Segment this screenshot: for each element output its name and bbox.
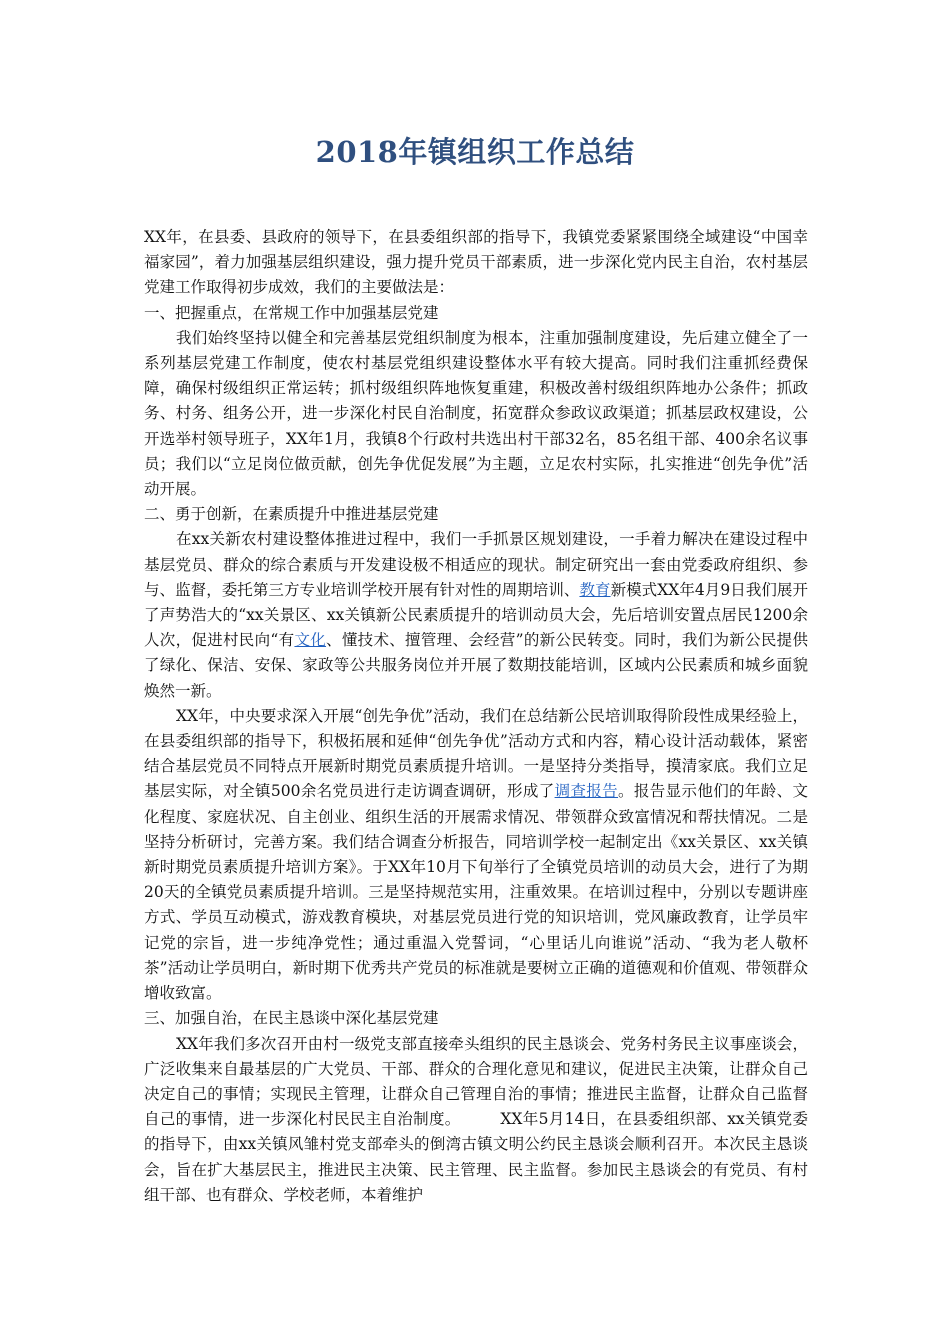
document-title: 2018年镇组织工作总结 [315, 135, 635, 169]
section-2-paragraph-1 [144, 527, 808, 703]
section-1-paragraph: 我们始终坚持以健全和完善基层党组织制度为根本，注重加强制度建设，先后建立健全了一系列基层党建工作制度，使农村基层党组织建设整体水平有较大提高。同时我们注重抓经费保障，确保村级组织正常运转；抓村级组织阵地恢复重建，积极改善村级组织阵地办公条件；抓政务、村务、组务公开，进一步深化村民自治制度，拓宽群众参政议政渠道；抓基层政权建设，公开选举村领导班子，XX年1月，我镇8个行政村共选出村干部32名，85名组干部、400余名议事员；我们以“立足岗位做贡献，创先争优促发展”为主题，立足农村实际，扎实推进“创先争优”活动开展。 [144, 328, 808, 499]
education-link[interactable]: 教育 [579, 580, 611, 599]
document-body [144, 225, 808, 1208]
paragraph-text: 新模式XX年4月9日我们展开了声势浩大的“xx关景区、xx关镇新公民素质提升的培训动员大会，先后培训安置点居民1200余人次，促进村民向“有 [144, 580, 808, 650]
section-heading-1: 一、把握重点，在常规工作中加强基层党建 [144, 303, 439, 322]
survey-report-link[interactable]: 调查报告 [554, 782, 619, 801]
section-heading-2: 二、勇于创新，在素质提升中推进基层党建 [144, 505, 439, 524]
section-heading-3: 三、加强自治，在民主恳谈中深化基层党建 [144, 1009, 439, 1028]
paragraph-text: XX年，中央要求深入开展“创先争优”活动，我们在总结新公民培训取得阶段性成果经验上，在县委组织部的指导下，积极拓展和延伸“创先争优”活动方式和内容，精心设计活动载体，紧密结合基层党员不同特点开展新时期党员素质提升培训。一是坚持分类指导，摸清家底。我们立足基层实际，对全镇500余名党员进行走访调查调研，形成了 [144, 706, 808, 801]
intro-paragraph: XX年，在县委、县政府的领导下，在县委组织部的指导下，我镇党委紧紧围绕全域建设“中国幸福家园”，着力加强基层组织建设，强力提升党员干部素质，进一步深化党内民主自治，农村基层党建工作取得初步成效，我们的主要做法是： [144, 228, 808, 297]
paragraph-text: 。报告显示他们的年龄、文化程度、家庭状况、自主创业、组织生活的开展需求情况、带领群众致富情况和帮扶情况。二是坚持分析研讨，完善方案。我们结合调查分析报告，同培训学校一起制定出《xx关景区、xx关镇新时期党员素质提升培训方案》。于XX年10月下旬举行了全镇党员培训的动员大会，进行了为期20天的全镇党员素质提升培训。三是坚持规范实用，注重效果。在培训过程中，分别以专题讲座方式、学员互动模式，游戏教育模块，对基层党员进行党的知识培训，党风廉政教育，让学员牢记党的宗旨，进一步纯净党性；通过重温入党誓词，“心里话儿向谁说”活动、“我为老人敬杯茶”活动让学员明白，新时期下优秀共产党员的标准就是要树立正确的道德观和价值观、带领群众增收致富。 [144, 782, 808, 1003]
paragraph-text: 、懂技术、擅管理、会经营”的新公民转变。同时，我们为新公民提供了绿化、保洁、安保、家政等公共服务岗位并开展了数期技能培训，区域内公民素质和城乡面貌焕然一新。 [144, 631, 808, 700]
section-2-paragraph-2 [144, 704, 808, 1006]
culture-link[interactable]: 文化 [294, 631, 327, 650]
section-3-paragraph: XX年我们多次召开由村一级党支部直接牵头组织的民主恳谈会、党务村务民主议事座谈会，广泛收集来自最基层的广大党员、干部、群众的合理化意见和建议，促进民主决策，让群众自己决定自己的事情；实现民主管理，让群众自己管理自治的事情；推进民主监督，让群众自己监督自己的事情，进一步深化村民民主自治制度。 XX年5月14日，在县委组织部、xx关镇党委的指导下，由xx关镇风雏村党支部牵头的倒湾古镇文明公约民主恳谈会顺利召开。本次民主恳谈会，旨在扩大基层民主，推进民主决策、民主管理、民主监督。参加民主恳谈会的有党员、有村组干部、也有群众、学校老师，本着维护 [144, 1034, 808, 1204]
paragraph-text: 在xx关新农村建设整体推进过程中，我们一手抓景区规划建设，一手着力解决在建设过程中基层党员、群众的综合素质与开发建设极不相适应的现状。制定研究出一套由党委政府组织、参与、监督，委托第三方专业培训学校开展有针对性的周期培训、 [144, 530, 808, 599]
